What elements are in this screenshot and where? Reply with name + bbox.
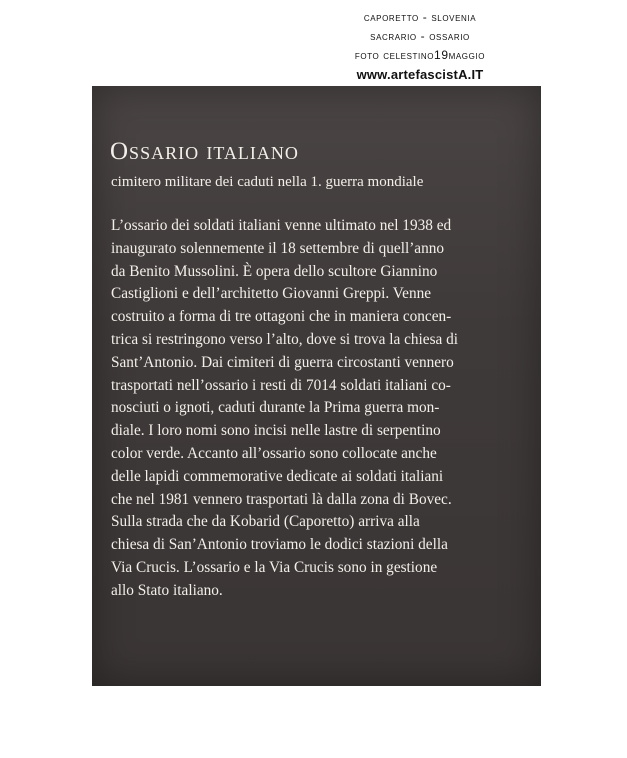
caption-photo-credit: foto celestino19maggio [354,48,486,62]
body-line: Castiglioni e dell’architetto Giovanni Greppi. Venne [111,285,432,303]
body-line: da Benito Mussolini. È opera dello scultore Giannino [111,262,438,280]
caption-location: caporetto - slovenia [363,10,477,24]
body-line: inaugurato solennemente il 18 settembre di quell’anno [111,239,445,257]
body-line: che nel 1981 vennero trasportati là dalla zona di Bovec. [111,490,452,508]
body-line: Sulla strada che da Kobarid (Caporetto) arriva alla [111,513,420,531]
caption-subject: sacrario - ossario [370,29,470,43]
body-line: nosciuti o ignoti, caduti durante la Prima guerra mon- [111,399,440,417]
body-line: Sant’Antonio. Dai cimiteri di guerra circostanti vennero [111,353,454,371]
body-line: allo Stato italiano. [111,581,223,599]
body-line: delle lapidi commemorative dedicate ai soldati italiani [111,467,444,485]
body-line: costruito a forma di tre ottagoni che in maniera concen- [111,308,452,326]
body-line: diale. I loro nomi sono incisi nelle lastre di serpentino [111,422,441,440]
plaque-body-text [111,215,458,603]
caption-website-url: www.artefascistA.IT [356,67,484,82]
memorial-plaque [92,86,541,686]
body-line: trasportati nell’ossario i resti di 7014 soldati italiani co- [111,376,451,394]
body-line: trica si restringono verso l’alto, dove si trova la chiesa di [111,330,459,348]
plaque-title: Ossario italiano [110,138,299,165]
plaque-subtitle: cimitero militare dei caduti nella 1. guerra mondiale [111,174,424,190]
body-line: L’ossario dei soldati italiani venne ultimato nel 1938 ed [111,217,452,234]
body-line: color verde. Accanto all’ossario sono collocate anche [111,444,437,462]
photo-caption [300,8,540,84]
body-line: chiesa di San’Antonio troviamo le dodici stazioni della [111,536,448,554]
body-line: Via Crucis. L’ossario e la Via Crucis sono in gestione [111,558,438,576]
